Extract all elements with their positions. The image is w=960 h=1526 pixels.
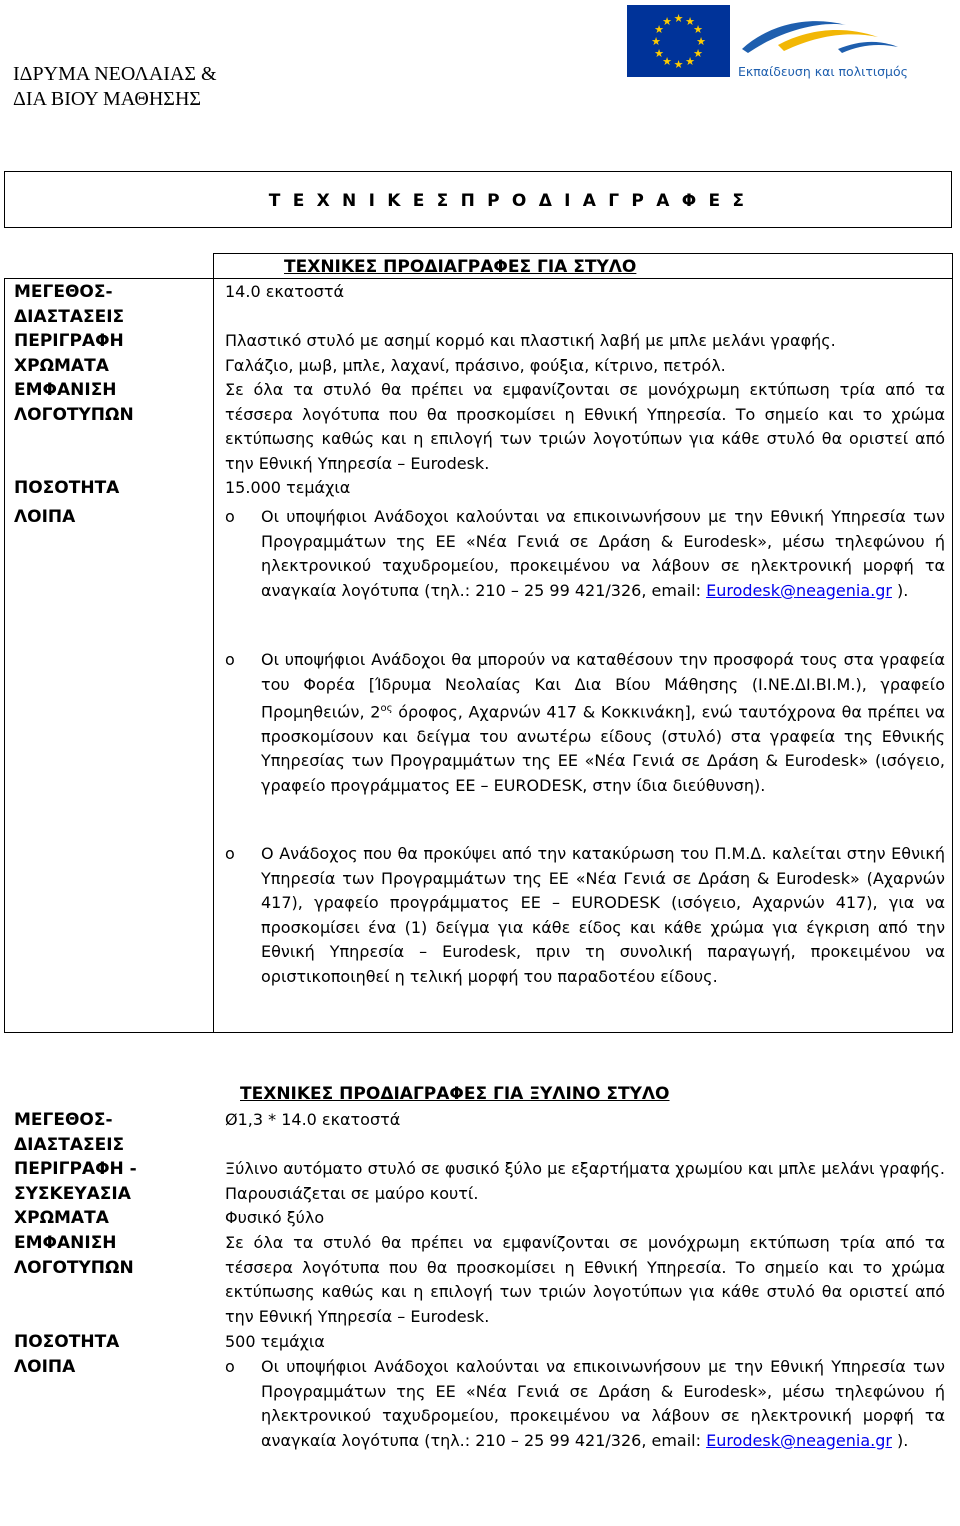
label2-colors: ΧΡΩΜΑΤΑ	[14, 1208, 109, 1228]
bullet2-contact-body: Οι υποψήφιοι Ανάδοχοι καλούνται να επικοινωνήσουν με την Εθνική Υπηρεσία των Προγραμμάτων της ΕΕ «Νέα Γενιά σε Δράση & Eurodesk», μέσω τηλεφώνου ή ηλεκτρονικού ταχυδρομείου, προκειμένου να λάβουν σε ηλεκτρονική μορφή τα αναγκαία λογότυπα (τηλ.: 210 – 25 99 421/326, email:	[261, 1357, 945, 1450]
value2-colors: Φυσικό ξύλο	[225, 1208, 325, 1227]
label-logos-line2: ΛΟΓΟΤΥΠΩΝ	[14, 404, 134, 425]
label-size-line2: ΔΙΑΣΤΑΣΕΙΣ	[14, 306, 125, 327]
label2-other: ΛΟΙΠΑ	[14, 1357, 76, 1377]
logo-swoosh-yellow	[778, 30, 878, 51]
value-quantity: 15.000 τεμάχια	[225, 478, 351, 497]
svg-text:★: ★	[673, 12, 684, 25]
bullet-sample-text: Ο Ανάδοχος που θα προκύψει από την κατακύρωση του Π.Μ.Δ. καλείται στην Εθνική Υπηρεσία των Προγραμμάτων της ΕΕ «Νέα Γενιά σε Δράση & Eurodesk» (Αχαρνών 417), γραφείο προγράμματος ΕΕ – EURODESK (ισόγειο, Αχαρνών 417), για να προσκομίσει ένα (1) δείγμα για κάθε είδος και κάθε χρώμα για έγκριση από την Εθνική Υπηρεσία – Eurodesk, πριν τη συνολική παραγωγή, προκειμένου να οριστικοποιηθεί η τελική μορφή του παραδοτέου είδους.	[261, 844, 945, 986]
label-logos-line1: ΕΜΦΑΝΙΣΗ	[14, 380, 117, 400]
logo-swoosh-blue-2	[838, 42, 898, 53]
email-link[interactable]: Eurodesk@neagenia.gr	[706, 1430, 892, 1450]
bullet-marker: o	[225, 650, 235, 669]
table1-left-border	[4, 278, 5, 1033]
section2-heading: ΤΕΧΝΙΚΕΣ ΠΡΟΔΙΑΓΡΑΦΕΣ ΓΙΑ ΞΥΛΙΝΟ ΣΤΥΛΟ	[240, 1084, 670, 1104]
bullet-submission-body-a: Οι υποψήφιοι Ανάδοχοι θα μπορούν να καταθέσουν την προσφορά τους στα γραφεία του Φορέα [Ίδρυμα Νεολαίας Και Δια Βίου Μάθησης (Ι.ΝΕ.ΔΙ.ΒΙ.Μ.), γραφείο Προμηθειών, 2	[261, 650, 945, 722]
label-quantity: ΠΟΣΟΤΗΤΑ	[14, 478, 120, 498]
organisation-name-line1: ΙΔΡΥΜΑ ΝΕΟΛΑΙΑΣ &	[13, 63, 217, 85]
table1-middle-border	[213, 253, 214, 1033]
label-other: ΛΟΙΠΑ	[14, 507, 76, 527]
bullet-marker: o	[225, 507, 235, 526]
bullet-marker: o	[225, 1357, 235, 1376]
eu-flag-logo	[627, 5, 730, 77]
svg-text:★: ★	[693, 47, 703, 60]
label2-description-line2: ΣΥΣΚΕΥΑΣΙΑ	[14, 1183, 131, 1204]
bullet-contact-body: Οι υποψήφιοι Ανάδοχοι καλούνται να επικοινωνήσουν με την Εθνική Υπηρεσία των Προγραμμάτων της ΕΕ «Νέα Γενιά σε Δράση & Eurodesk», μέσω τηλεφώνου ή ηλεκτρονικού ταχυδρομείου, προκειμένου να λάβουν σε ηλεκτρονική μορφή τα αναγκαία λογότυπα (τηλ.: 210 – 25 99 421/326, email:	[261, 507, 945, 600]
table1-top-border	[213, 253, 953, 254]
bullet-submission-body-b: όροφος, Αχαρνών 417 & Κοκκινάκη], ενώ ταυτόχρονα θα πρέπει να προσκομίσουν και δείγμα του ανωτέρω είδους (στυλό) στα γραφεία της Εθνικής Υπηρεσίας των Προγραμμάτων της ΕΕ «Νέα Γενιά σε Δράση & Eurodesk» (ισόγειο, γραφείο προγράμματος ΕΕ – EURODESK, στην ίδια διεύθυνση).	[261, 702, 946, 795]
value2-description: Ξύλινο αυτόματο στυλό σε φυσικό ξύλο με εξαρτήματα χρωμίου και μπλε μελάνι γραφής. Παρουσιάζεται σε μαύρο κουτί.	[225, 1159, 945, 1203]
label2-size-line2: ΔΙΑΣΤΑΣΕΙΣ	[14, 1134, 125, 1155]
organisation-name-line2: ΔΙΑ ΒΙΟΥ ΜΑΘΗΣΗΣ	[13, 88, 202, 110]
label2-size-line1: ΜΕΓΕΘΟΣ-	[14, 1110, 113, 1130]
svg-text:★: ★	[662, 15, 672, 28]
svg-text:★: ★	[685, 15, 695, 28]
label2-logos-line1: ΕΜΦΑΝΙΣΗ	[14, 1233, 117, 1253]
table1-bottom-border	[4, 1032, 953, 1033]
label-description: ΠΕΡΙΓΡΑΦΗ	[14, 331, 124, 351]
email-link[interactable]: Eurodesk@neagenia.gr	[706, 580, 892, 600]
bullet2-contact-text	[261, 1355, 945, 1453]
label2-logos-line2: ΛΟΓΟΤΥΠΩΝ	[14, 1257, 134, 1278]
value2-quantity: 500 τεμάχια	[225, 1332, 325, 1351]
logo-swoosh-blue	[742, 21, 846, 53]
bullet-contact-end: ).	[891, 580, 909, 600]
bullet2-contact-end: ).	[891, 1430, 909, 1450]
svg-text:★: ★	[654, 47, 664, 60]
bullet-submission-sup: ος	[380, 703, 393, 714]
svg-text:★: ★	[693, 23, 703, 36]
document-title: Τ Ε Χ Ν Ι Κ Ε Σ Π Ρ Ο Δ Ι Α Γ Ρ Α Φ Ε Σ	[268, 191, 748, 211]
svg-text:★: ★	[673, 58, 684, 71]
bullet-submission-text	[261, 648, 945, 798]
value-description: Πλαστικό στυλό με ασημί κορμό και πλαστική λαβή με μπλε μελάνι γραφής.	[225, 331, 836, 350]
organisation-name	[13, 62, 217, 112]
label2-quantity: ΠΟΣΟΤΗΤΑ	[14, 1332, 120, 1352]
title-box	[4, 171, 952, 228]
value-colors: Γαλάζιο, μωβ, μπλε, λαχανί, πράσινο, φούξια, κίτρινο, πετρόλ.	[225, 355, 726, 375]
svg-text:★: ★	[685, 55, 695, 68]
bullet-contact-text	[261, 505, 945, 603]
value2-logos: Σε όλα τα στυλό θα πρέπει να εμφανίζονται σε μονόχρωμη εκτύπωση τρία από τα τέσσερα λογότυπα που θα προσκομίσει η Εθνική Υπηρεσία. Το σημείο και το χρώμα εκτύπωσης καθώς και η επιλογή των τριών λογοτύπων για κάθε στυλό θα οριστεί από την Εθνική Υπηρεσία – Eurodesk.	[225, 1233, 945, 1326]
programme-label: Εκπαίδευση και πολιτισμός	[738, 64, 908, 79]
svg-text:★: ★	[651, 35, 661, 48]
section1-heading: ΤΕΧΝΙΚΕΣ ΠΡΟΔΙΑΓΡΑΦΕΣ ΓΙΑ ΣΤΥΛΟ	[284, 257, 637, 277]
value-logos: Σε όλα τα στυλό θα πρέπει να εμφανίζονται σε μονόχρωμη εκτύπωση τρία από τα τέσσερα λογότυπα που θα προσκομίσει η Εθνική Υπηρεσία. Το σημείο και το χρώμα εκτύπωσης καθώς και η επιλογή των τριών λογοτύπων για κάθε στυλό θα οριστεί από την Εθνική Υπηρεσία – Eurodesk.	[225, 380, 945, 473]
bullet-marker: o	[225, 844, 235, 863]
value2-size: Ø1,3 * 14.0 εκατοστά	[225, 1110, 401, 1129]
svg-text:★: ★	[696, 35, 706, 48]
svg-text:★: ★	[662, 55, 672, 68]
table1-right-border	[952, 253, 953, 1033]
table1-header-border	[4, 278, 953, 279]
label-size-line1: ΜΕΓΕΘΟΣ-	[14, 282, 113, 302]
label2-description-line1: ΠΕΡΙΓΡΑΦΗ -	[14, 1159, 137, 1179]
svg-text:★: ★	[654, 23, 664, 36]
label-colors: ΧΡΩΜΑΤΑ	[14, 355, 109, 376]
value-size: 14.0 εκατοστά	[225, 282, 345, 301]
